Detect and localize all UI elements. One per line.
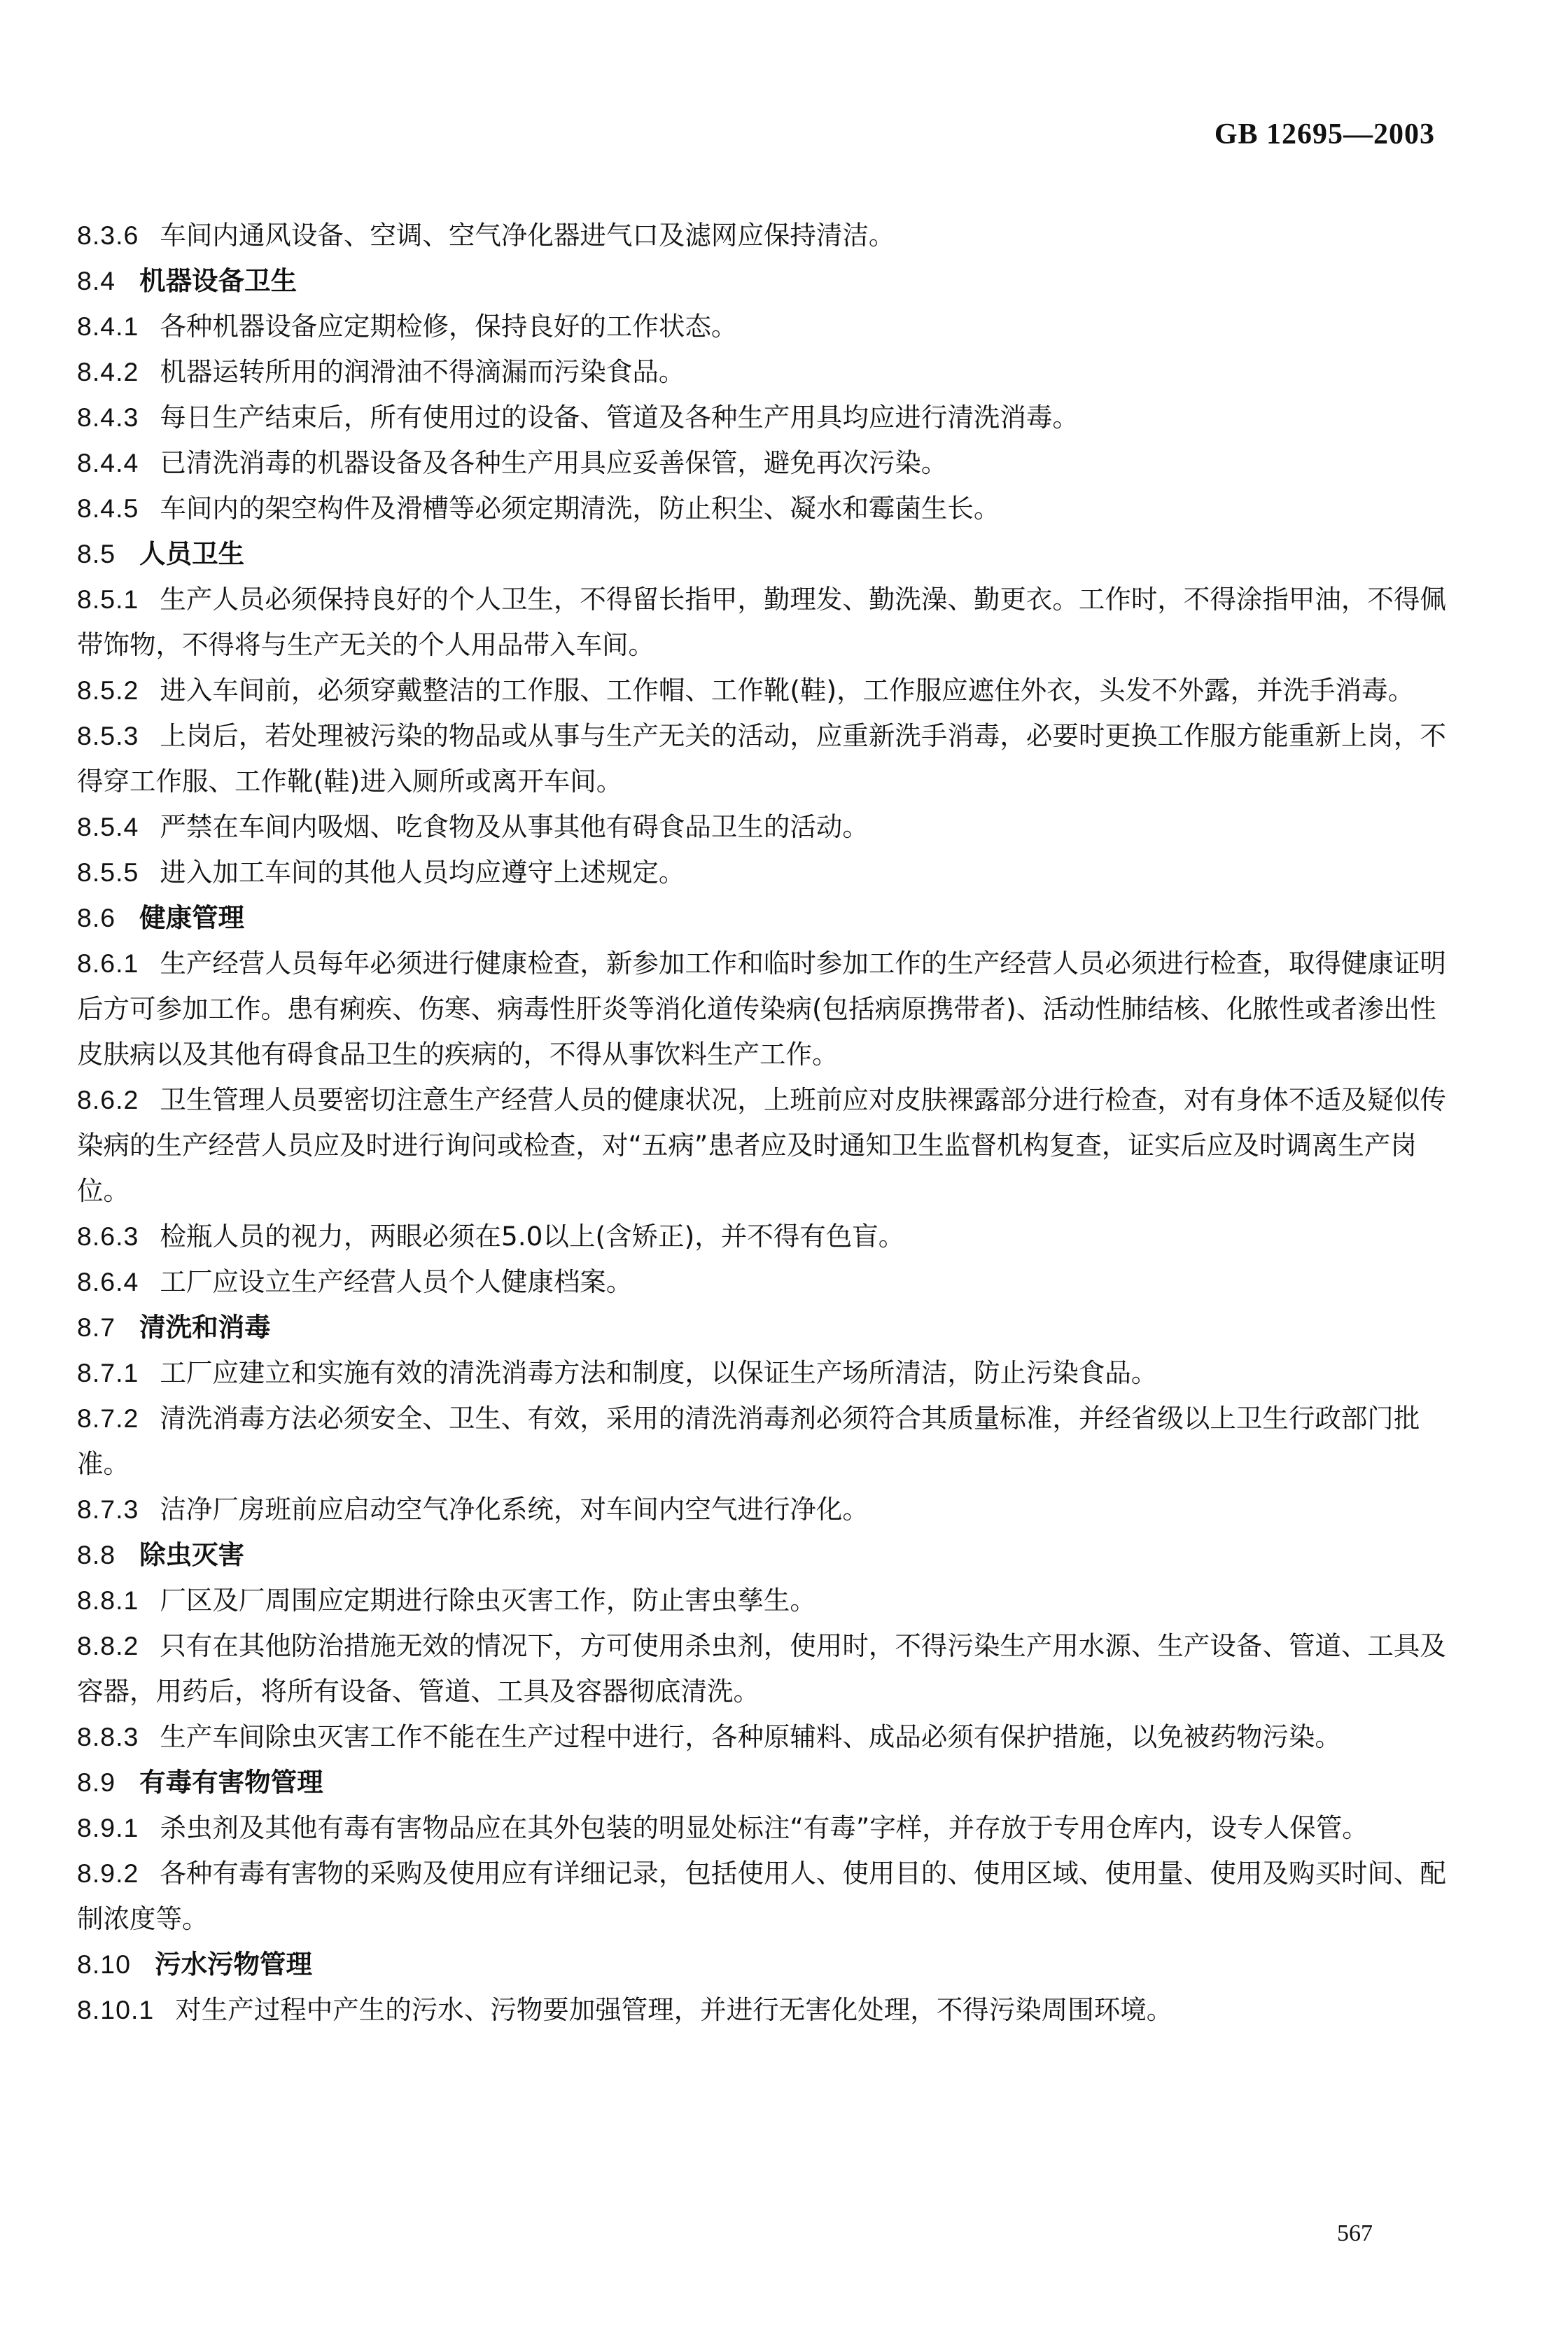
page-number: 567 xyxy=(1337,2220,1373,2246)
clause xyxy=(77,577,1460,668)
clause-text: 杀虫剂及其他有毒有害物品应在其外包装的明显处标注“有毒”字样，并存放于专用仓库内，设专人保管。 xyxy=(160,1812,1368,1843)
clause-text: 生产经营人员每年必须进行健康检查，新参加工作和临时参加工作的生产经营人员必须进行检查，取得健康证明后方可参加工作。患有痢疾、伤寒、病毒性肝炎等消化道传染病(包括病原携带者)、活动性肺结核、化脓性或者渗出性皮肤病以及其他有碍食品卫生的疾病的，不得从事饮料生产工作。 xyxy=(77,948,1446,1070)
clause-number: 8.7.2 xyxy=(77,1404,139,1433)
clause-number: 8.8.2 xyxy=(77,1631,139,1660)
clause-text: 工厂应建立和实施有效的清洗消毒方法和制度，以保证生产场所清洁，防止污染食品。 xyxy=(160,1357,1158,1388)
section-title: 除虫灭害 xyxy=(139,1539,245,1570)
clause-text: 生产车间除虫灭害工作不能在生产过程中进行，各种原辅料、成品必须有保护措施，以免被药物污染。 xyxy=(160,1721,1341,1752)
clause-text: 厂区及厂周围应定期进行除虫灭害工作，防止害虫孳生。 xyxy=(160,1585,816,1616)
clause-number: 8.3.6 xyxy=(77,220,139,250)
section-heading xyxy=(77,1760,1460,1805)
clause-number: 8.4.5 xyxy=(77,493,139,523)
clause-text: 机器运转所用的润滑油不得滴漏而污染食品。 xyxy=(160,356,685,387)
clause-text: 车间内通风设备、空调、空气净化器进气口及滤网应保持清洁。 xyxy=(160,220,895,251)
clause-text: 对生产过程中产生的污水、污物要加强管理，并进行无害化处理，不得污染周围环境。 xyxy=(175,1994,1173,2025)
clause-text: 每日生产结束后，所有使用过的设备、管道及各种生产用具均应进行清洗消毒。 xyxy=(160,402,1079,433)
clause-number: 8.9.2 xyxy=(77,1858,139,1888)
clause xyxy=(77,1578,1460,1623)
clause-number: 8.5.1 xyxy=(77,584,139,614)
section-number: 8.8 xyxy=(77,1540,116,1569)
clause xyxy=(77,1259,1460,1305)
section-heading xyxy=(77,1305,1460,1350)
clause-number: 8.7.1 xyxy=(77,1358,139,1387)
clause-number: 8.8.3 xyxy=(77,1722,139,1751)
clause xyxy=(77,713,1460,804)
clause-text: 进入车间前，必须穿戴整洁的工作服、工作帽、工作靴(鞋)，工作服应遮住外衣，头发不外露，并洗手消毒。 xyxy=(160,675,1415,706)
clause xyxy=(77,304,1460,349)
clause xyxy=(77,1214,1460,1259)
section-title: 有毒有害物管理 xyxy=(139,1767,323,1798)
section-heading xyxy=(77,258,1460,304)
clause-number: 8.6.1 xyxy=(77,948,139,978)
clause xyxy=(77,1623,1460,1714)
clause-number: 8.5.3 xyxy=(77,721,139,750)
section-heading xyxy=(77,531,1460,577)
clause xyxy=(77,349,1460,395)
clause xyxy=(77,668,1460,713)
section-title: 污水污物管理 xyxy=(155,1949,312,1980)
clause-text: 已清洗消毒的机器设备及各种生产用具应妥善保管，避免再次污染。 xyxy=(160,447,948,478)
section-number: 8.5 xyxy=(77,539,116,568)
clause-number: 8.10.1 xyxy=(77,1995,155,2024)
standard-number: GB 12695—2003 xyxy=(1214,118,1435,150)
clause-text: 洁净厂房班前应启动空气净化系统，对车间内空气进行净化。 xyxy=(160,1494,869,1525)
section-title: 健康管理 xyxy=(139,902,245,933)
clause-number: 8.4.4 xyxy=(77,448,139,477)
clause xyxy=(77,1077,1460,1214)
clause-text: 各种有毒有害物的采购及使用应有详细记录，包括使用人、使用目的、使用区域、使用量、使用及购买时间、配制浓度等。 xyxy=(77,1858,1446,1934)
clause xyxy=(77,1714,1460,1760)
section-title: 人员卫生 xyxy=(139,538,245,569)
clause xyxy=(77,1396,1460,1487)
clause-number: 8.6.4 xyxy=(77,1267,139,1296)
clause xyxy=(77,1851,1460,1942)
clause xyxy=(77,1805,1460,1851)
clause-number: 8.6.2 xyxy=(77,1085,139,1114)
clause-number: 8.5.5 xyxy=(77,858,139,887)
clause-text: 生产人员必须保持良好的个人卫生，不得留长指甲，勤理发、勤洗澡、勤更衣。工作时，不得涂指甲油，不得佩带饰物，不得将与生产无关的个人用品带入车间。 xyxy=(77,584,1446,660)
clause-number: 8.4.2 xyxy=(77,357,139,386)
section-title: 清洗和消毒 xyxy=(139,1312,271,1343)
clause-number: 8.9.1 xyxy=(77,1813,139,1842)
section-number: 8.7 xyxy=(77,1312,116,1342)
clause xyxy=(77,850,1460,895)
clause-text: 上岗后，若处理被污染的物品或从事与生产无关的活动，应重新洗手消毒，必要时更换工作服方能重新上岗，不得穿工作服、工作靴(鞋)进入厕所或离开车间。 xyxy=(77,720,1446,797)
clause xyxy=(77,440,1460,486)
clause xyxy=(77,941,1460,1077)
clause-text: 只有在其他防治措施无效的情况下，方可使用杀虫剂，使用时，不得污染生产用水源、生产设备、管道、工具及容器，用药后，将所有设备、管道、工具及容器彻底清洗。 xyxy=(77,1630,1446,1707)
section-number: 8.4 xyxy=(77,266,116,295)
section-heading xyxy=(77,1532,1460,1578)
clause xyxy=(77,486,1460,531)
clause-number: 8.8.1 xyxy=(77,1586,139,1615)
clause-text: 严禁在车间内吸烟、吃食物及从事其他有碍食品卫生的活动。 xyxy=(160,811,869,842)
clause xyxy=(77,1350,1460,1396)
section-title: 机器设备卫生 xyxy=(139,265,298,296)
section-number: 8.9 xyxy=(77,1768,116,1797)
clause-text: 清洗消毒方法必须安全、卫生、有效，采用的清洗消毒剂必须符合其质量标准，并经省级以上卫生行政部门批准。 xyxy=(77,1403,1420,1479)
clause xyxy=(77,804,1460,850)
clause-text: 车间内的架空构件及滑槽等必须定期清洗，防止积尘、凝水和霉菌生长。 xyxy=(160,493,1000,524)
clause xyxy=(77,1487,1460,1532)
clause xyxy=(77,1987,1460,2033)
document-body xyxy=(77,213,1460,2033)
clause-text: 检瓶人员的视力，两眼必须在5.0以上(含矫正)，并不得有色盲。 xyxy=(160,1221,905,1252)
clause-number: 8.4.3 xyxy=(77,402,139,432)
clause-text: 各种机器设备应定期检修，保持良好的工作状态。 xyxy=(160,311,738,342)
section-heading xyxy=(77,895,1460,941)
clause-number: 8.5.4 xyxy=(77,812,139,841)
clause-number: 8.7.3 xyxy=(77,1494,139,1524)
clause xyxy=(77,395,1460,440)
section-heading xyxy=(77,1942,1460,1987)
clause-text: 卫生管理人员要密切注意生产经营人员的健康状况，上班前应对皮肤裸露部分进行检查，对有身体不适及疑似传染病的生产经营人员应及时进行询问或检查，对“五病”患者应及时通知卫生监督机构复查，证实后应及时调离生产岗位。 xyxy=(77,1084,1446,1206)
clause-number: 8.6.3 xyxy=(77,1222,139,1251)
clause-text: 进入加工车间的其他人员均应遵守上述规定。 xyxy=(160,857,685,888)
clause-number: 8.4.1 xyxy=(77,312,139,341)
clause-number: 8.5.2 xyxy=(77,676,139,705)
section-number: 8.6 xyxy=(77,903,116,932)
clause xyxy=(77,213,1460,258)
clause-text: 工厂应设立生产经营人员个人健康档案。 xyxy=(160,1266,633,1297)
section-number: 8.10 xyxy=(77,1949,131,1979)
